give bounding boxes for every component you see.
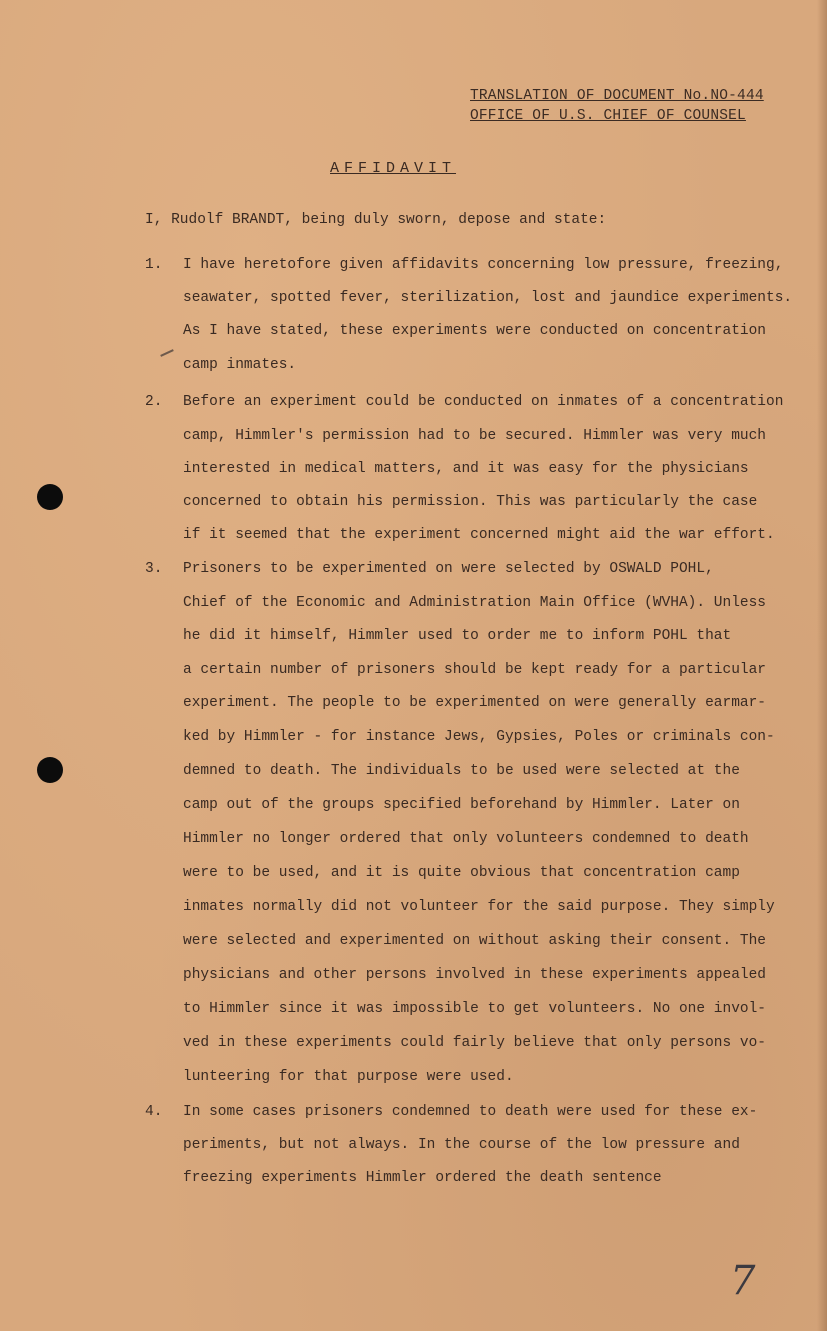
paragraph-number: 1. [145,257,163,273]
paragraph-line: to Himmler since it was impossible to get volunteers. No one invol- [183,1001,766,1017]
margin-mark [160,349,174,357]
paragraph-line: he did it himself, Himmler used to order me to inform POHL that [183,628,732,644]
paragraph-line: Chief of the Economic and Administration Main Office (WVHA). Unless [183,595,766,611]
paragraph-line: were selected and experimented on without asking their consent. The [183,933,766,949]
page-edge-shadow [817,0,827,1331]
paragraph-line: Prisoners to be experimented on were selected by OSWALD POHL, [183,561,714,577]
paragraph-number: 2. [145,394,163,410]
paragraph-line: camp inmates. [183,357,297,373]
paragraph-line: concerned to obtain his permission. This was particularly the case [183,494,758,510]
paragraph-line: interested in medical matters, and it was easy for the physicians [183,461,749,477]
paragraph-line: Himmler no longer ordered that only volunteers condemned to death [183,831,749,847]
paragraph-line: seawater, spotted fever, sterilization, lost and jaundice experiments. [183,290,793,306]
paragraph-line: freezing experiments Himmler ordered the death sentence [183,1170,662,1186]
paragraph-line: inmates normally did not volunteer for the said purpose. They simply [183,899,775,915]
header-translation-line: TRANSLATION OF DOCUMENT No.NO-444 [470,88,764,104]
paragraph-line: experiment. The people to be experimented on were generally earmar- [183,695,766,711]
paragraph-line: were to be used, and it is quite obvious that concentration camp [183,865,740,881]
paragraph-line: camp, Himmler's permission had to be secured. Himmler was very much [183,428,766,444]
punch-hole [37,484,63,510]
paragraph-line: In some cases prisoners condemned to death were used for these ex- [183,1104,758,1120]
paragraph-line: Before an experiment could be conducted on inmates of a concentration [183,394,784,410]
header-office-line: OFFICE OF U.S. CHIEF OF COUNSEL [470,108,746,124]
punch-hole [37,757,63,783]
paragraph-line: I have heretofore given affidavits concerning low pressure, freezing, [183,257,784,273]
paragraph-line: physicians and other persons involved in these experiments appealed [183,967,766,983]
paragraph-line: camp out of the groups specified beforehand by Himmler. Later on [183,797,740,813]
paragraph-line: ved in these experiments could fairly believe that only persons vo- [183,1035,766,1051]
paragraph-line: As I have stated, these experiments were conducted on concentration [183,323,766,339]
handwritten-page-number: 7 [730,1258,756,1304]
paragraph-number: 3. [145,561,163,577]
paragraph-line: ked by Himmler - for instance Jews, Gypsies, Poles or criminals con- [183,729,775,745]
paragraph-line: demned to death. The individuals to be used were selected at the [183,763,740,779]
document-title: AFFIDAVIT [330,160,457,177]
paragraph-line: a certain number of prisoners should be kept ready for a particular [183,662,766,678]
paragraph-number: 4. [145,1104,163,1120]
paragraph-line: lunteering for that purpose were used. [183,1069,514,1085]
paragraph-line: periments, but not always. In the course of the low pressure and [183,1137,740,1153]
intro-statement: I, Rudolf BRANDT, being duly sworn, depose and state: [145,212,607,228]
paragraph-line: if it seemed that the experiment concerned might aid the war effort. [183,527,775,543]
